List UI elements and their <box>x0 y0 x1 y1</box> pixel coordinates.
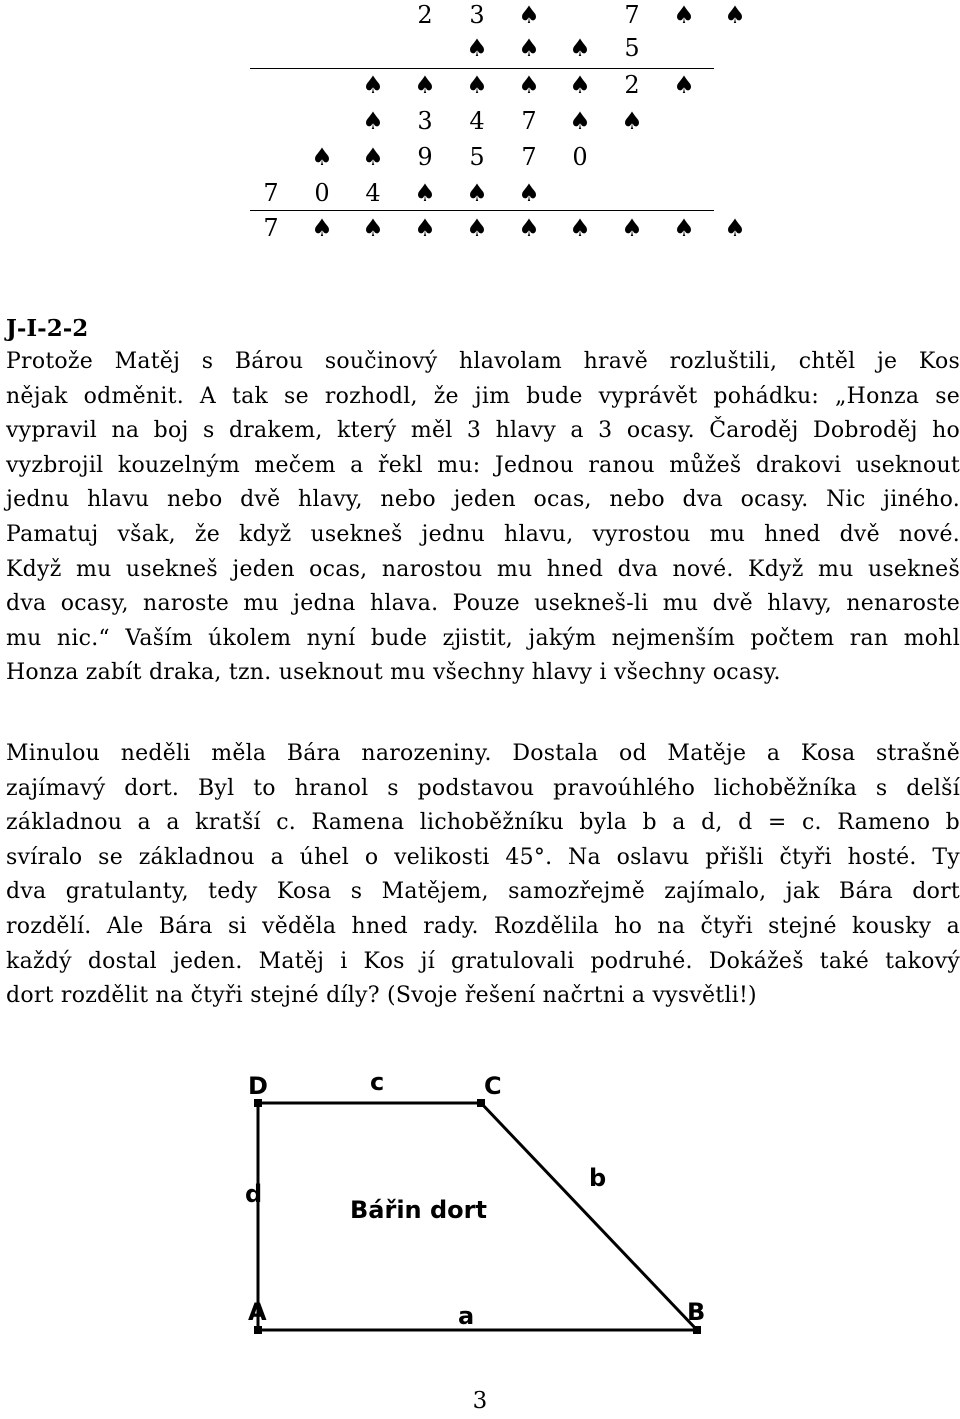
spade-digit-icon: ♠ <box>569 214 591 242</box>
puzzle-digit <box>560 178 600 208</box>
text-line: Honza zabít draka, tzn. useknout mu všechny hlavy i všechny ocasy. <box>6 660 781 686</box>
puzzle-digit: 7 <box>521 143 537 171</box>
puzzle-digit <box>251 0 291 30</box>
text-line: dva ocasy, naroste mu jedna hlava. Pouze usekneš-li mu dvě hlavy, nenaroste <box>6 591 960 617</box>
spade-digit-icon: ♠ <box>518 1 540 29</box>
text-line: vyzbrojil kouzelným mečem a řekl mu: Jednou ranou můžeš drakovi useknout <box>6 452 960 478</box>
vertex-C-dot <box>477 1099 485 1107</box>
puzzle-digit <box>302 106 342 136</box>
puzzle-digit: 4 <box>365 179 381 207</box>
label-A: A <box>248 1298 267 1326</box>
text-line: Minulou neděli měla Bára narozeniny. Dostala od Matěje a Kosa strašně <box>6 741 960 766</box>
spade-digit-icon: ♠ <box>414 214 436 242</box>
puzzle-digit: 2 <box>417 1 433 29</box>
spade-digit-icon: ♠ <box>569 107 591 135</box>
puzzle-digit: 5 <box>469 143 485 171</box>
trapezoid-figure <box>240 1068 740 1372</box>
spade-digit-icon: ♠ <box>414 71 436 99</box>
spade-digit-icon: ♠ <box>569 34 591 62</box>
puzzle-digit <box>664 106 704 136</box>
puzzle-digit <box>353 33 393 63</box>
puzzle-digit <box>612 178 652 208</box>
problem-text-dragon <box>6 345 960 691</box>
text-line: mu nic.“ Vaším úkolem nyní bude zjistit, jakým nejmenším počtem ran mohl <box>6 625 960 651</box>
puzzle-rule <box>250 210 714 211</box>
puzzle-digit <box>302 33 342 63</box>
puzzle-digit: 5 <box>624 34 640 62</box>
puzzle-digit <box>302 70 342 100</box>
spade-digit-icon: ♠ <box>724 1 746 29</box>
spade-digit-icon: ♠ <box>518 34 540 62</box>
vertex-D-dot <box>254 1099 262 1107</box>
puzzle-digit <box>715 106 755 136</box>
label-B: B <box>687 1298 706 1326</box>
puzzle-digit <box>664 142 704 172</box>
spade-digit-icon: ♠ <box>673 214 695 242</box>
spade-digit-icon: ♠ <box>673 71 695 99</box>
puzzle-digit <box>251 142 291 172</box>
figure-caption: Bářin dort <box>350 1196 487 1224</box>
puzzle-digit <box>715 142 755 172</box>
label-C: C <box>484 1072 502 1100</box>
spade-digit-icon: ♠ <box>362 71 384 99</box>
puzzle-digit: 3 <box>469 1 485 29</box>
puzzle-digit: 3 <box>417 107 433 135</box>
puzzle-digit <box>664 33 704 63</box>
puzzle-digit: 2 <box>624 71 640 99</box>
puzzle-digit <box>715 178 755 208</box>
text-line: zajímavý dort. Byl to hranol s podstavou pravoúhlého lichoběžníka s delší <box>6 775 960 801</box>
puzzle-digit: 7 <box>263 214 279 242</box>
puzzle-digit <box>353 0 393 30</box>
spade-digit-icon: ♠ <box>466 71 488 99</box>
spade-digit-icon: ♠ <box>518 71 540 99</box>
puzzle-digit: 0 <box>314 179 330 207</box>
spade-digit-icon: ♠ <box>724 214 746 242</box>
puzzle-digit: 7 <box>521 107 537 135</box>
text-line: Když mu usekneš jeden ocas, narostou mu hned dva nové. Když mu usekneš <box>6 556 960 582</box>
problem-text-cake <box>6 737 960 1014</box>
trapezoid-diagram <box>240 1068 740 1368</box>
puzzle-digit <box>251 33 291 63</box>
text-line: nějak odměnit. A tak se rozhodl, že jim bude vyprávět pohádku: „Honza se <box>6 383 960 409</box>
spade-digit-icon: ♠ <box>518 179 540 207</box>
text-line: každý dostal jeden. Matěj i Kos jí gratulovali podruhé. Dokážeš také takový <box>6 948 960 974</box>
label-side-c: c <box>370 1068 385 1096</box>
text-line: Protože Matěj s Bárou součinový hlavolam hravě rozluštili, chtěl je Kos <box>6 349 960 374</box>
spade-digit-icon: ♠ <box>466 179 488 207</box>
page-number: 3 <box>472 1388 488 1414</box>
text-line: vypravil na boj s drakem, který měl 3 hlavy a 3 ocasy. Čaroděj Dobroděj ho <box>6 418 960 444</box>
label-side-a: a <box>458 1302 475 1330</box>
spade-digit-icon: ♠ <box>518 214 540 242</box>
puzzle-digit: 4 <box>469 107 485 135</box>
spade-digit-icon: ♠ <box>362 107 384 135</box>
puzzle-digit: 0 <box>572 143 588 171</box>
spade-digit-icon: ♠ <box>621 107 643 135</box>
vertex-B-dot <box>693 1326 701 1334</box>
puzzle-digit <box>715 70 755 100</box>
spade-digit-icon: ♠ <box>466 214 488 242</box>
vertex-A-dot <box>254 1326 262 1334</box>
puzzle-rule <box>250 68 714 69</box>
puzzle-digit <box>612 142 652 172</box>
puzzle-digit <box>405 33 445 63</box>
text-line: jednu hlavu nebo dvě hlavy, nebo jeden ocas, nebo dva ocasy. Nic jiného. <box>6 487 960 513</box>
spade-digit-icon: ♠ <box>673 1 695 29</box>
puzzle-digit: 7 <box>263 179 279 207</box>
spade-digit-icon: ♠ <box>311 214 333 242</box>
puzzle-digit <box>560 0 600 30</box>
puzzle-digit <box>251 70 291 100</box>
text-line: Pamatuj však, že když usekneš jednu hlavu, vyrostou mu hned dvě nové. <box>6 521 960 547</box>
label-D: D <box>248 1072 268 1100</box>
label-side-d: d <box>245 1180 263 1208</box>
cryptarithm-puzzle <box>0 0 960 260</box>
text-line: základnou a a kratší c. Ramena lichoběžníku byla b a d, d = c. Rameno b <box>6 810 960 836</box>
spade-digit-icon: ♠ <box>569 71 591 99</box>
puzzle-digit <box>664 178 704 208</box>
puzzle-digit <box>302 0 342 30</box>
problem-code: J-I-2-2 <box>6 315 89 342</box>
puzzle-digit: 9 <box>417 143 433 171</box>
spade-digit-icon: ♠ <box>621 214 643 242</box>
label-side-b: b <box>589 1164 607 1192</box>
puzzle-digit <box>715 33 755 63</box>
text-line: svíralo se základnou a úhel o velikosti 45°. Na oslavu přišli čtyři hosté. Ty <box>6 844 960 870</box>
text-line: dort rozdělit na čtyři stejné díly? (Svoje řešení načrtni a vysvětli!) <box>6 983 757 1009</box>
spade-digit-icon: ♠ <box>466 34 488 62</box>
text-line: dva gratulanty, tedy Kosa s Matějem, samozřejmě zajímalo, jak Bára dort <box>6 879 960 905</box>
puzzle-digit: 7 <box>624 1 640 29</box>
spade-digit-icon: ♠ <box>362 143 384 171</box>
spade-digit-icon: ♠ <box>362 214 384 242</box>
puzzle-digit <box>251 106 291 136</box>
spade-digit-icon: ♠ <box>414 179 436 207</box>
text-line: rozdělí. Ale Bára si věděla hned rady. Rozdělila ho na čtyři stejné kousky a <box>6 913 960 939</box>
spade-digit-icon: ♠ <box>311 143 333 171</box>
